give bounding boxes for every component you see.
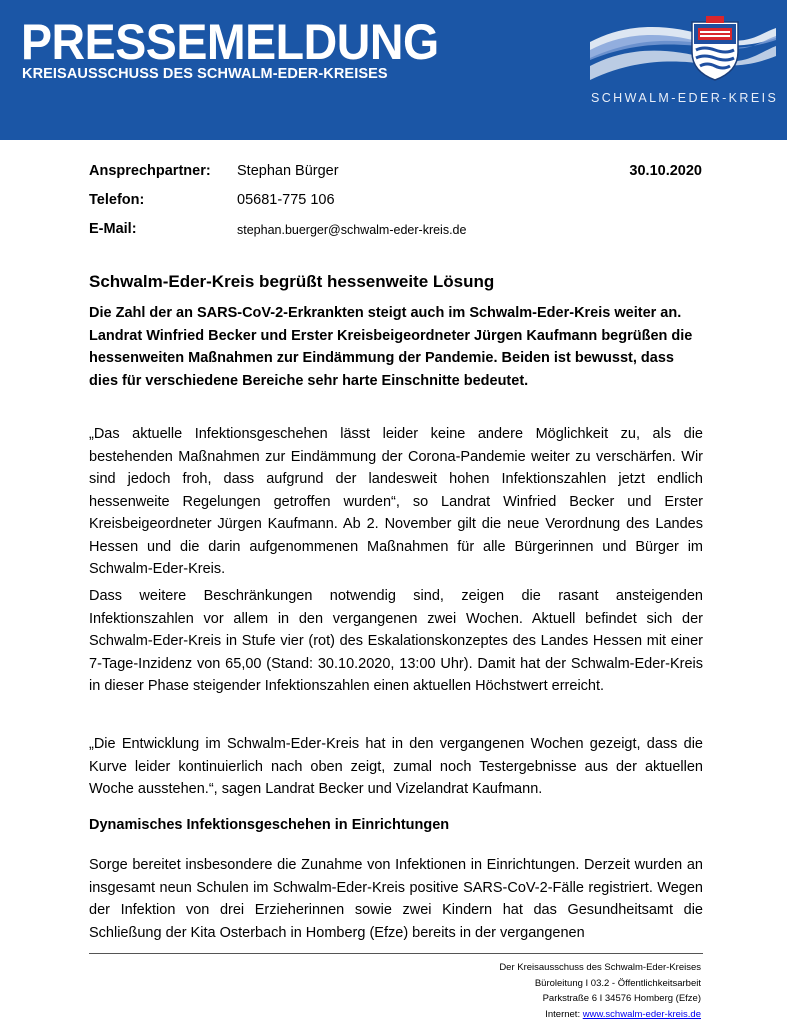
section-paragraph-block: [89, 854, 703, 944]
phone-number: 05681-775 106: [237, 192, 335, 208]
footer-address: [499, 960, 701, 1022]
website-link[interactable]: www.schwalm-eder-kreis.de: [582, 1008, 701, 1020]
internet-label: Internet:: [545, 1008, 581, 1020]
press-release-title: PRESSEMELDUNG: [21, 14, 439, 70]
footer-line-2: Büroleitung I 03.2 - Öffentlichkeitsarbeit: [534, 977, 701, 989]
header-banner: [0, 0, 787, 140]
paragraph-2: Dass weitere Beschränkungen notwendig sind, zeigen die rasant ansteigenden Infektionszahlen vor allem in den vergangenen zwei Wochen. Aktuell befindet sich der Schwalm-Eder-Kreis in Stufe vier (rot) des Eskalationskonzeptes des Landes Hessen mit einer 7-Tage-Inzidenz von 65,00 (Stand: 30.10.2020, 13:00 Uhr). Damit hat der Schwalm-Eder-Kreis in dieser Phase steigender Infektionszahlen einen aktuellen Höchstwert erreicht.: [89, 588, 703, 694]
footer-line-1: Der Kreisausschuss des Schwalm-Eder-Kreises: [499, 962, 701, 973]
district-name: SCHWALM-EDER-KREIS: [591, 91, 779, 105]
coat-of-arms-icon: [692, 16, 738, 80]
paragraph-1: „Das aktuelle Infektionsgeschehen lässt leider keine andere Möglichkeit zu, als die bestehenden Maßnahmen zur Eindämmung der Corona-Pandemie weiter zu verschärfen. Wir sind jedoch froh, dass aufgrund der landesweit hohen Infektionszahlen jetzt endlich hessenweite Regelungen getroffen wurden“, so Landrat Winfried Becker und Erster Kreisbeigeordneter Jürgen Kaufmann. Ab 2. November gilt die neue Verordnung des Landes Hessen und die darin aufgenommenen Maßnahmen für alle Bürgerinnen und Bürger im Schwalm-Eder-Kreis.: [89, 426, 703, 577]
paragraph-3-block: [89, 733, 703, 801]
contact-person-row: [89, 163, 704, 192]
contact-email-row: [89, 221, 704, 250]
section-heading: Dynamisches Infektionsgeschehen in Einrichtungen: [89, 817, 450, 833]
contact-phone-row: [89, 192, 704, 221]
email-label: E-Mail:: [89, 221, 137, 237]
paragraph-2-block: [89, 585, 703, 698]
contact-person-label: Ansprechpartner:: [89, 163, 211, 179]
article-headline: Schwalm-Eder-Kreis begrüßt hessenweite Lösung: [89, 272, 495, 291]
contact-block: [89, 163, 704, 250]
footer-internet: [499, 1007, 701, 1023]
release-date: 30.10.2020: [629, 163, 702, 179]
paragraph-3: „Die Entwicklung im Schwalm-Eder-Kreis hat in den vergangenen Wochen gezeigt, dass die Kurve leider kontinuierlich nach oben zeigt, zumal noch Testergebnisse aus der aktuellen Woche ausstehen.“, sagen Landrat Becker und Vizelandrat Kaufmann.: [89, 736, 703, 797]
phone-label: Telefon:: [89, 192, 145, 208]
article-lead: Die Zahl der an SARS-CoV-2-Erkrankten steigt auch im Schwalm-Eder-Kreis weiter an. Landrat Winfried Becker und Erster Kreisbeigeordneter Jürgen Kaufmann begrüßen die hessenweiten Maßnahmen zur Eindämmung der Pandemie. Beiden ist bewusst, dass dies für verschiedene Bereiche sehr harte Einschnitte bedeutet.: [89, 305, 693, 389]
footer-line-3: Parkstraße 6 I 34576 Homberg (Efze): [542, 993, 701, 1004]
contact-person: Stephan Bürger: [237, 163, 339, 179]
logo-wave-2: [590, 46, 776, 80]
paragraph-1-block: [89, 423, 703, 581]
email-address: stephan.buerger@schwalm-eder-kreis.de: [237, 223, 467, 237]
section-paragraph: Sorge bereitet insbesondere die Zunahme von Infektionen in Einrichtungen. Derzeit wurden an insgesamt neun Schulen im Schwalm-Eder-Kreis positive SARS-CoV-2-Fälle registriert. Wegen der Infektion von drei Erzieherinnen sowie zwei Kindern hat das Gesundheitsamt die Schließung der Kita Osterbach in Homberg (Efze) bereits in der vergangenen: [89, 857, 703, 941]
issuer-subtitle: KREISAUSSCHUSS DES SCHWALM-EDER-KREISES: [22, 66, 388, 82]
footer-divider: [89, 953, 703, 954]
